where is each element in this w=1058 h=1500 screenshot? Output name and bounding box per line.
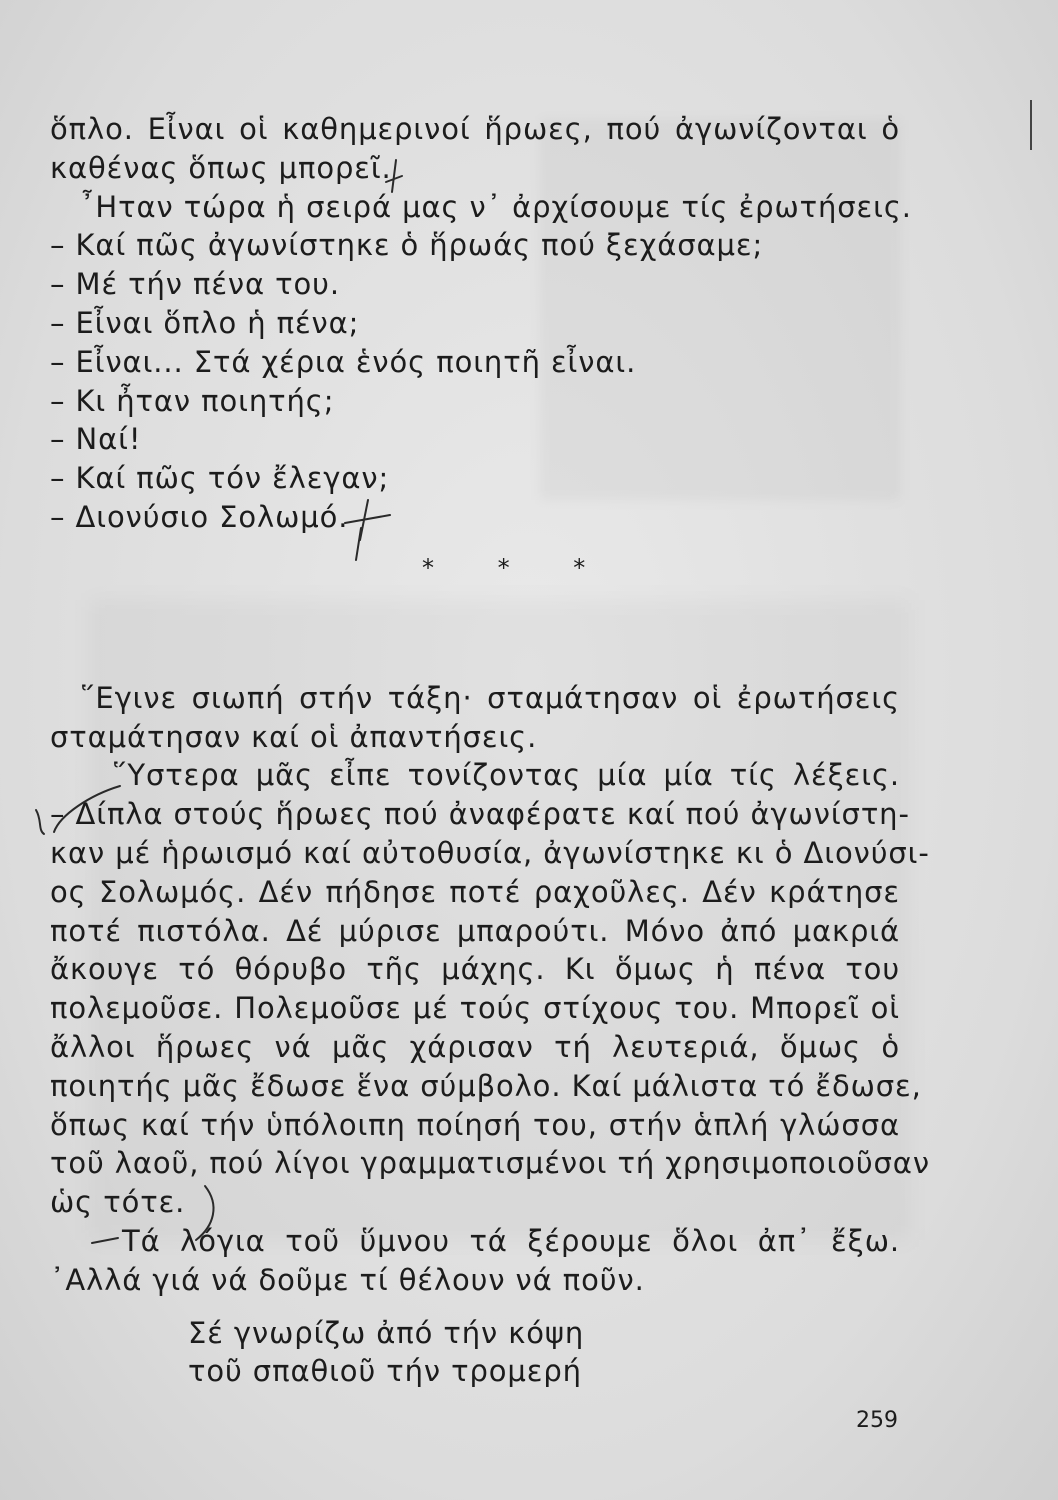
dialogue-line: – Ναί! bbox=[50, 422, 142, 457]
pencil-dash-mark bbox=[92, 1238, 118, 1243]
text-line: ποτέ πιστόλα. Δέ μύρισε μπαρούτι. Μόνο ἀπό μακριά bbox=[50, 913, 900, 948]
pencil-curve-mark bbox=[54, 786, 120, 832]
pencil-cross-mark bbox=[345, 500, 390, 560]
text-line: ὡς τότε. bbox=[50, 1185, 186, 1220]
dialogue-line: – Διονύσιο Σολωμό. bbox=[50, 499, 349, 534]
text-line: σταμάτησαν καί οἱ ἀπαντήσεις. bbox=[50, 719, 538, 754]
dialogue-line: – Μέ τήν πένα του. bbox=[50, 267, 340, 302]
pencil-bracket-mark bbox=[196, 1186, 214, 1240]
dialogue-line: – Εἶναι ὅπλο ἡ πένα; bbox=[50, 305, 360, 340]
text-line: ος Σολωμός. Δέν πήδησε ποτέ ραχοῦλες. Δέν κράτησε bbox=[50, 874, 900, 909]
text-line: ἄλλοι ἥρωες νά μᾶς χάρισαν τή λευτεριά, ὅμως ὁ bbox=[50, 1029, 900, 1064]
text-line: ῏Ηταν τώρα ἡ σειρά μας ν᾿ ἀρχίσουμε τίς ἐρωτήσεις. bbox=[80, 189, 912, 224]
separator-stars: * * * bbox=[422, 553, 614, 582]
poem-line: τοῦ σπαθιοῦ τήν τρομερή bbox=[188, 1354, 582, 1389]
text-line: ᾿Αλλά γιά νά δοῦμε τί θέλουν νά ποῦν. bbox=[50, 1262, 645, 1297]
text-line: ὅπως καί τήν ὑπόλοιπη ποίησή του, στήν ἁπλή γλώσσα bbox=[50, 1107, 900, 1142]
text-line: καθένας ὅπως μπορεῖ. bbox=[50, 150, 392, 185]
page-number: 259 bbox=[856, 1408, 898, 1433]
text-line: ὅπλο. Εἶναι οἱ καθημερινοί ἥρωες, πού ἀγωνίζονται ὁ bbox=[50, 112, 900, 146]
text-line: ῞Υστερα μᾶς εἶπε τονίζοντας μία μία τίς λέξεις. bbox=[112, 758, 900, 793]
text-line: καν μέ ἡρωισμό καί αὐτοθυσία, ἀγωνίστηκε κι ὁ Διονύσι- bbox=[50, 835, 930, 870]
pencil-hook-mark bbox=[36, 810, 44, 834]
pencil-slash-mark bbox=[386, 160, 402, 192]
dialogue-line: – Καί πῶς ἀγωνίστηκε ὁ ἥρωάς πού ξεχάσαμε; bbox=[50, 228, 764, 263]
text-line: – Δίπλα στούς ἥρωες πού ἀναφέρατε καί πού ἀγωνίστη- bbox=[50, 797, 910, 832]
poem-line: Σέ γνωρίζω ἀπό τήν κόψη bbox=[188, 1315, 585, 1350]
text-line: ἄκουγε τό θόρυβο τῆς μάχης. Κι ὅμως ἡ πένα του bbox=[50, 952, 900, 987]
text-line: Τά λόγια τοῦ ὕμνου τά ξέρουμε ὅλοι ἀπ᾿ ἔξω. bbox=[122, 1223, 900, 1258]
text-line: τοῦ λαοῦ, πού λίγοι γραμματισμένοι τή χρησιμοποιοῦσαν bbox=[50, 1146, 930, 1181]
dialogue-line: – Καί πῶς τόν ἔλεγαν; bbox=[50, 461, 390, 496]
dialogue-line: – Κι ἦταν ποιητής; bbox=[50, 383, 335, 418]
text-line: πολεμοῦσε. Πολεμοῦσε μέ τούς στίχους του. Μπορεῖ οἱ bbox=[50, 991, 900, 1026]
dialogue-line: – Εἶναι... Στά χέρια ἑνός ποιητῆ εἶναι. bbox=[50, 344, 637, 379]
text-line: ῞Εγινε σιωπή στήν τάξη· σταμάτησαν οἱ ἐρωτήσεις bbox=[80, 680, 900, 715]
text-line: ποιητής μᾶς ἔδωσε ἕνα σύμβολο. Καί μάλιστα τό ἔδωσε, bbox=[50, 1068, 922, 1103]
